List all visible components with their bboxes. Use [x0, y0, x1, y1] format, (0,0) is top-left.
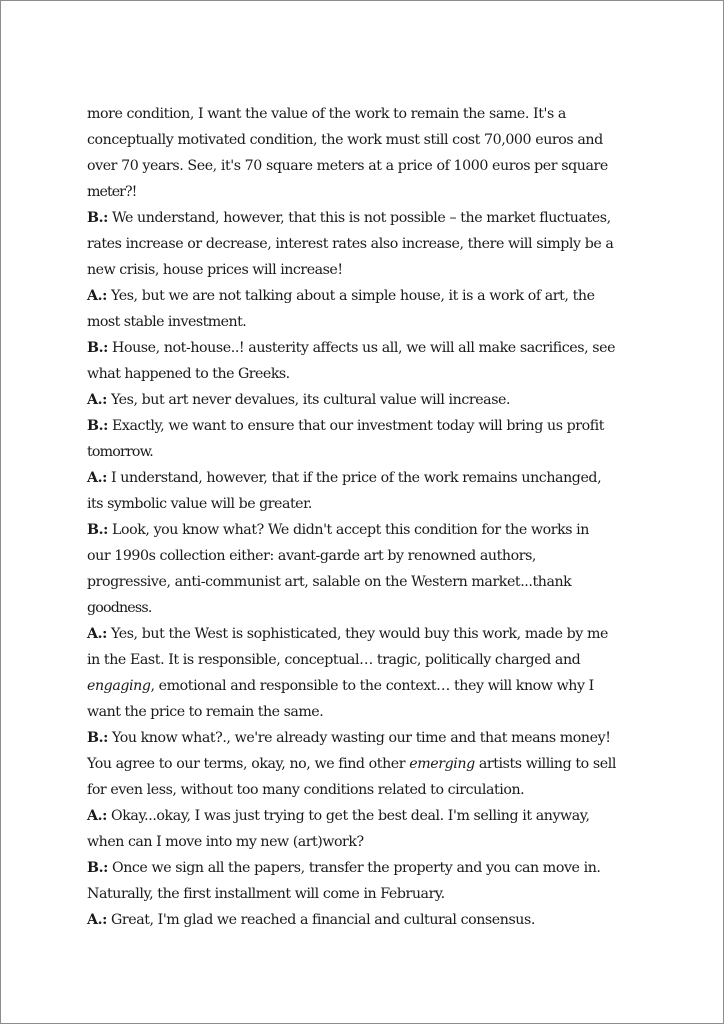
speaker-label: B.: [87, 210, 108, 226]
italic-word: engaging [87, 678, 151, 694]
dialogue-paragraph-a [87, 621, 647, 725]
text-line: most stable investment. [87, 314, 247, 330]
dialogue-paragraph-a [87, 387, 647, 413]
text-line: over 70 years. See, it's 70 square meters at a price of 1000 euros per square [87, 158, 608, 174]
dialogue-paragraph-a [87, 803, 647, 855]
dialogue-text [87, 101, 647, 933]
text-line [87, 751, 647, 777]
text-line: new crisis, house prices will increase! [87, 262, 343, 278]
speaker-label: A.: [87, 626, 107, 642]
paragraph-continuation [87, 101, 647, 205]
text-line: its symbolic value will be greater. [87, 496, 312, 512]
text-line [87, 205, 647, 231]
line-text: I understand, however, that if the price of the work remains unchanged, [106, 470, 602, 486]
text-line [87, 803, 647, 829]
text-line [87, 517, 647, 543]
line-text: Okay...okay, I was just trying to get the best deal. I'm selling it anyway, [106, 808, 590, 824]
line-text: artists willing to sell [474, 756, 616, 772]
dialogue-paragraph-b [87, 413, 647, 465]
speaker-label: B.: [87, 418, 108, 434]
speaker-label: B.: [87, 522, 108, 538]
speaker-label: A.: [87, 470, 107, 486]
text-line: in the East. It is responsible, conceptual… tragic, politically charged and [87, 652, 581, 668]
italic-word: emerging [409, 756, 475, 772]
text-line: what happened to the Greeks. [87, 366, 290, 382]
dialogue-paragraph-b [87, 725, 647, 803]
speaker-label: A.: [87, 392, 107, 408]
line-text: Look, you know what? We didn't accept this condition for the works in [107, 522, 590, 538]
text-line [87, 283, 647, 309]
line-text: Once we sign all the papers, transfer the property and you can move in. [107, 860, 601, 876]
dialogue-paragraph-b [87, 205, 647, 283]
text-line: when can I move into my new (art)work? [87, 834, 364, 850]
speaker-label: A.: [87, 912, 107, 928]
text-line [87, 465, 647, 491]
text-line: meter?! [87, 184, 137, 200]
text-line [87, 725, 647, 751]
speaker-label: B.: [87, 730, 108, 746]
line-text: Yes, but the West is sophisticated, they would buy this work, made by me [106, 626, 608, 642]
line-text: House, not-house..! austerity affects us all, we will all make sacrifices, see [107, 340, 616, 356]
speaker-label: B.: [87, 340, 108, 356]
text-line: conceptually motivated condition, the work must still cost 70,000 euros and [87, 132, 603, 148]
text-line [87, 387, 647, 413]
text-line [87, 413, 647, 439]
line-text: Yes, but we are not talking about a simple house, it is a work of art, the [106, 288, 595, 304]
text-line: for even less, without too many conditions related to circulation. [87, 782, 525, 798]
text-line: tomorrow. [87, 444, 153, 460]
text-line: rates increase or decrease, interest rates also increase, there will simply be a [87, 236, 614, 252]
text-line [87, 855, 647, 881]
dialogue-paragraph-a [87, 907, 647, 933]
line-text: , emotional and responsible to the context… they will know why I [150, 678, 594, 694]
speaker-label: A.: [87, 288, 107, 304]
text-line: Naturally, the first installment will come in February. [87, 886, 445, 902]
line-text: You agree to our terms, okay, no, we find other [87, 756, 410, 772]
text-line: want the price to remain the same. [87, 704, 324, 720]
speaker-label: B.: [87, 860, 108, 876]
dialogue-paragraph-b [87, 335, 647, 387]
text-line [87, 335, 647, 361]
dialogue-paragraph-a [87, 283, 647, 335]
line-text: Great, I'm glad we reached a financial and cultural consensus. [106, 912, 535, 928]
dialogue-paragraph-a [87, 465, 647, 517]
text-line: progressive, anti-communist art, salable on the Western market...thank [87, 574, 572, 590]
text-line [87, 673, 647, 699]
speaker-label: A.: [87, 808, 107, 824]
line-text: We understand, however, that this is not possible – the market fluctuates, [107, 210, 611, 226]
line-text: Exactly, we want to ensure that our investment today will bring us profit [107, 418, 605, 434]
text-line: our 1990s collection either: avant-garde art by renowned authors, [87, 548, 536, 564]
dialogue-paragraph-b [87, 517, 647, 621]
text-line [87, 907, 647, 933]
line-text: Yes, but art never devalues, its cultural value will increase. [106, 392, 511, 408]
dialogue-paragraph-b [87, 855, 647, 907]
text-line [87, 621, 647, 647]
text-line: more condition, I want the value of the work to remain the same. It's a [87, 106, 566, 122]
text-line: goodness. [87, 600, 152, 616]
line-text: You know what?., we're already wasting our time and that means money! [107, 730, 611, 746]
